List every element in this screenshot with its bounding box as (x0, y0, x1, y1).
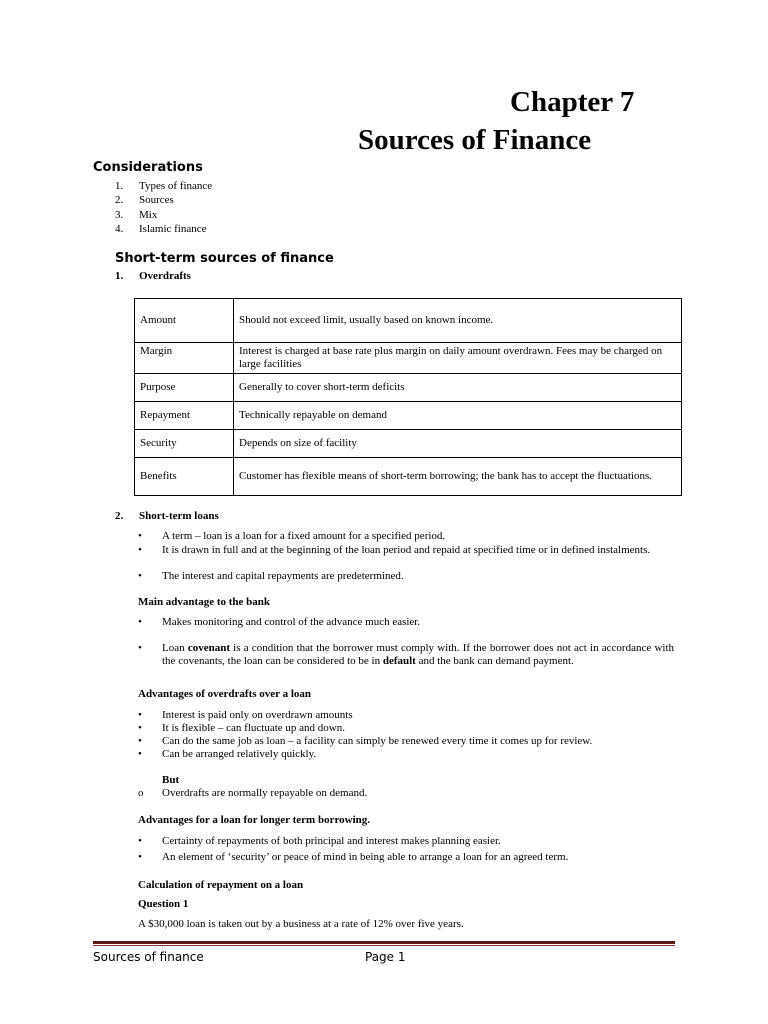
short-term-heading: Short-term sources of finance (115, 251, 334, 266)
loans-heading: Short-term loans (139, 510, 219, 522)
chapter-number: Chapter 7 (510, 86, 635, 118)
question-text: A $30,000 loan is taken out by a business at a rate of 12% over five years. (138, 918, 464, 930)
page-number: Page 1 (365, 950, 406, 964)
table-cell-value: Should not exceed limit, usually based on known income. (234, 299, 682, 343)
list-item: • Can be arranged relatively quickly. (138, 748, 317, 760)
loans-number: 2. (115, 510, 124, 522)
circle-bullet-icon: o (138, 787, 144, 799)
but-label: But (162, 774, 180, 786)
list-item (138, 642, 674, 668)
table-cell-value: Depends on size of facility (234, 430, 682, 458)
table-row (135, 374, 682, 402)
list-item: 2. Sources (115, 194, 174, 207)
bullet-icon: • (138, 735, 142, 747)
covenant-text: Loan covenant is a condition that the borrower must comply with. If the borrower does not act in accordance with the covenants, the loan can be considered to be in default and the bank can demand payment. (162, 642, 674, 667)
main-advantage-heading: Main advantage to the bank (138, 596, 271, 608)
bullet-icon: • (138, 530, 142, 542)
table-cell-label: Margin (135, 343, 234, 374)
overdraft-advantages-heading: Advantages of overdrafts over a loan (138, 688, 312, 700)
bullet-icon: • (138, 722, 142, 734)
list-item: • Interest is paid only on overdrawn amounts (138, 709, 353, 721)
bullet-icon: • (138, 709, 142, 721)
list-item: • Makes monitoring and control of the advance much easier. (138, 616, 421, 628)
list-item: • An element of ‘security’ or peace of mind in being able to arrange a loan for an agreed term. (138, 851, 569, 863)
calculation-heading: Calculation of repayment on a loan (138, 879, 304, 891)
footer-rule-thin (93, 945, 675, 946)
table-row (135, 299, 682, 343)
bullet-icon: • (138, 616, 142, 628)
footer-rule-thick (93, 941, 675, 944)
list-item: • A term – loan is a loan for a fixed amount for a specified period. (138, 530, 446, 542)
list-item: • The interest and capital repayments are predetermined. (138, 570, 404, 582)
bullet-icon: • (138, 570, 142, 582)
overdrafts-number: 1. (115, 270, 124, 282)
list-item: • Can do the same job as loan – a facility can simply be renewed every time it comes up for review. (138, 735, 593, 747)
bullet-icon: • (138, 835, 142, 847)
table-cell-value: Interest is charged at base rate plus margin on daily amount overdrawn. Fees may be charged on large facilities (234, 343, 682, 374)
footer-section-title: Sources of finance (93, 950, 204, 964)
table-row (135, 458, 682, 496)
table-cell-label: Purpose (135, 374, 234, 402)
loan-advantages-heading: Advantages for a loan for longer term borrowing. (138, 814, 371, 826)
list-item: 1. Types of finance (115, 180, 213, 192)
table-cell-label: Amount (135, 299, 234, 343)
list-item: 3. Mix (115, 208, 158, 221)
table-cell-value: Technically repayable on demand (234, 402, 682, 430)
overdrafts-heading: Overdrafts (139, 270, 191, 282)
bullet-icon: • (138, 851, 142, 863)
table-row (135, 343, 682, 374)
bullet-icon: • (138, 748, 142, 760)
list-item: • It is drawn in full and at the beginning of the loan period and repaid at specified time or in defined instalments. (138, 544, 651, 556)
table-cell-label: Security (135, 430, 234, 458)
table-cell-value: Customer has flexible means of short-term borrowing; the bank has to accept the fluctuations. (234, 458, 682, 496)
considerations-list (115, 179, 415, 236)
table-cell-value: Generally to cover short-term deficits (234, 374, 682, 402)
question-label: Question 1 (138, 898, 189, 910)
list-item: • Certainty of repayments of both principal and interest makes planning easier. (138, 835, 501, 847)
bullet-icon: • (138, 642, 142, 654)
page-title: Sources of Finance (358, 124, 592, 156)
table-cell-label: Benefits (135, 458, 234, 496)
overdrafts-table (134, 298, 682, 496)
considerations-heading: Considerations (93, 160, 203, 175)
table-cell-label: Repayment (135, 402, 234, 430)
bullet-icon: • (138, 544, 142, 556)
list-item: 4. Islamic finance (115, 222, 207, 235)
list-item: o Overdrafts are normally repayable on demand. (138, 787, 368, 799)
table-row (135, 430, 682, 458)
table-row (135, 402, 682, 430)
list-item: • It is flexible – can fluctuate up and down. (138, 722, 345, 734)
